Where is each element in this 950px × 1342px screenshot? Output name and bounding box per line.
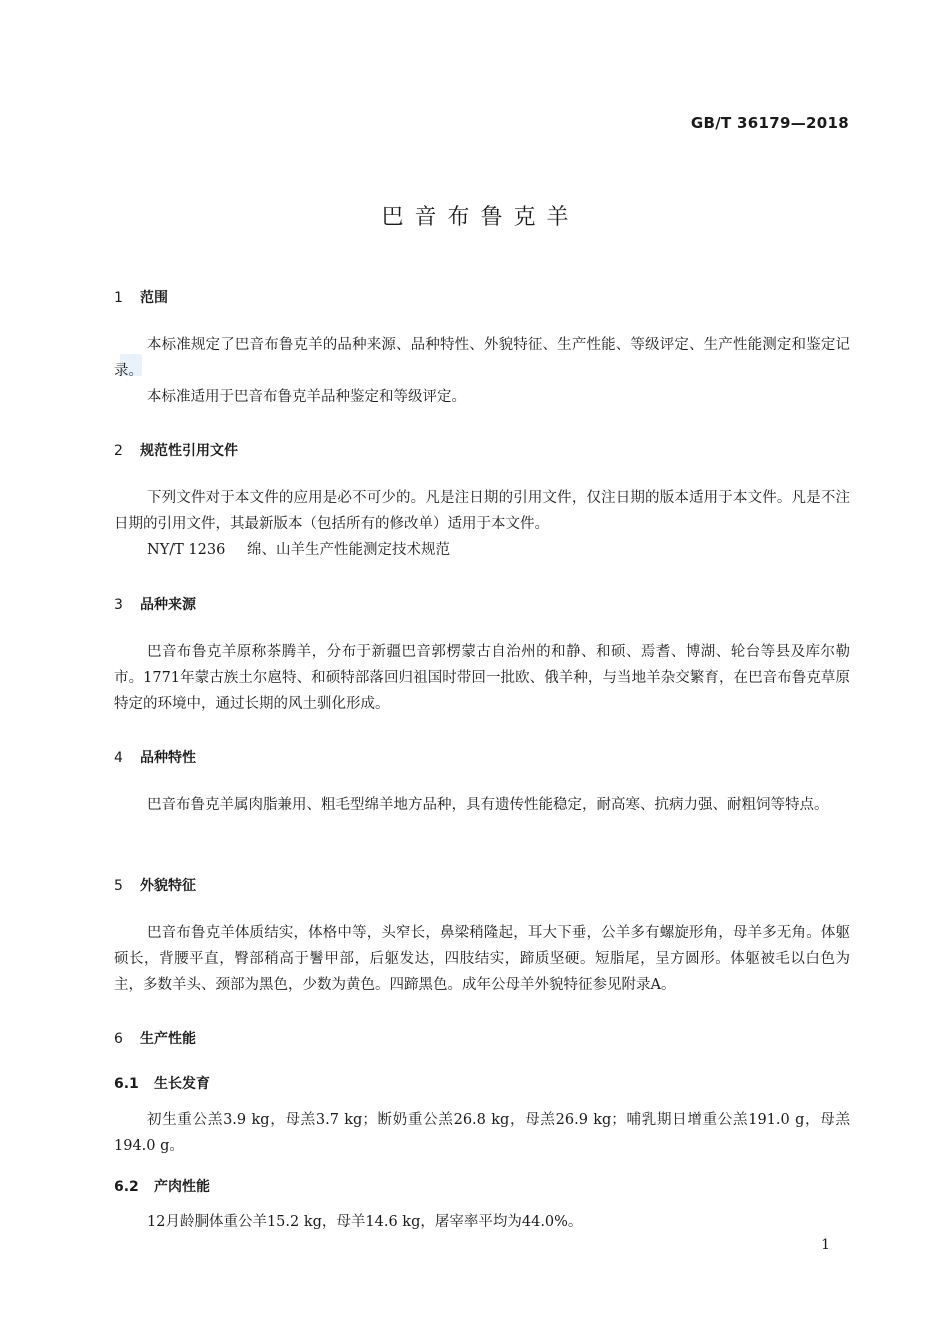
appearance-paragraph: 巴音布鲁克羊体质结实，体格中等，头窄长，鼻梁稍隆起，耳大下垂，公羊多有螺旋形角，母羊多无角。体躯硕长，背腰平直，臀部稍高于鬐甲部，后躯发达，四肢结实，蹄质坚硬。短脂尾，呈方圆形。体躯被毛以白色为主，多数羊头、颈部为黑色，少数为黄色。四蹄黑色。成年公母羊外貌特征参见附录A。 <box>114 925 850 993</box>
breed-characteristics-paragraph: 巴音布鲁克羊属肉脂兼用、粗毛型绵羊地方品种，具有遗传性能稳定，耐高寒、抗病力强、耐粗饲等特点。 <box>147 797 829 813</box>
standard-code: GB/T 36179—2018 <box>690 114 849 132</box>
subsection-number: 6.1 <box>114 1076 139 1092</box>
page-number: 1 <box>821 1237 830 1253</box>
section-heading-scope <box>114 287 168 307</box>
references-paragraph: 下列文件对于本文件的应用是必不可少的。凡是注日期的引用文件，仅注日期的版本适用于本文件。凡是不注日期的引用文件，其最新版本（包括所有的修改单）适用于本文件。 <box>114 490 850 532</box>
document-title: 巴音布鲁克羊 <box>381 205 580 230</box>
scope-paragraph-2: 本标准适用于巴音布鲁克羊品种鉴定和等级评定。 <box>147 389 466 405</box>
section-heading-appearance <box>114 875 196 895</box>
section-number: 3 <box>114 597 123 613</box>
reference-code: NY/T 1236 <box>147 542 226 558</box>
subsection-number: 6.2 <box>114 1179 139 1195</box>
section-title: 品种特性 <box>140 750 196 766</box>
scope-paragraph-1: 本标准规定了巴音布鲁克羊的品种来源、品种特性、外貌特征、生产性能、等级评定、生产性能测定和鉴定记录。 <box>114 337 850 379</box>
section-number: 2 <box>114 443 123 459</box>
section-heading-breed-characteristics <box>114 747 196 767</box>
reference-entry <box>147 537 450 563</box>
subsection-heading-growth <box>114 1073 210 1093</box>
section-title: 外貌特征 <box>140 878 196 894</box>
section-title: 范围 <box>140 290 168 306</box>
section-number: 5 <box>114 878 123 894</box>
subsection-title: 产肉性能 <box>154 1179 210 1195</box>
section-heading-normative-references <box>114 440 238 460</box>
section-title: 生产性能 <box>140 1031 196 1047</box>
breed-origin-paragraph: 巴音布鲁克羊原称茶腾羊，分布于新疆巴音郭楞蒙古自治州的和静、和硕、焉耆、博湖、轮台等县及库尔勒市。1771年蒙古族土尔扈特、和硕特部落回归祖国时带回一批欧、俄羊种，与当地羊杂交繁育，在巴音布鲁克草原特定的环境中，通过长期的风土驯化形成。 <box>114 644 850 712</box>
section-title: 规范性引用文件 <box>140 443 238 459</box>
reference-title: 绵、山羊生产性能测定技术规范 <box>247 542 450 558</box>
section-title: 品种来源 <box>140 597 196 613</box>
section-heading-breed-origin <box>114 594 196 614</box>
meat-production-paragraph: 12月龄胴体重公羊15.2 kg，母羊14.6 kg，屠宰率平均为44.0%。 <box>147 1214 583 1230</box>
section-number: 1 <box>114 290 123 306</box>
section-number: 6 <box>114 1031 123 1047</box>
subsection-title: 生长发育 <box>154 1076 210 1092</box>
growth-paragraph: 初生重公羔3.9 kg，母羔3.7 kg；断奶重公羔26.8 kg，母羔26.9 kg；哺乳期日增重公羔191.0 g，母羔194.0 g。 <box>114 1112 850 1154</box>
section-number: 4 <box>114 750 123 766</box>
subsection-heading-meat-production <box>114 1176 210 1196</box>
section-heading-performance <box>114 1028 196 1048</box>
